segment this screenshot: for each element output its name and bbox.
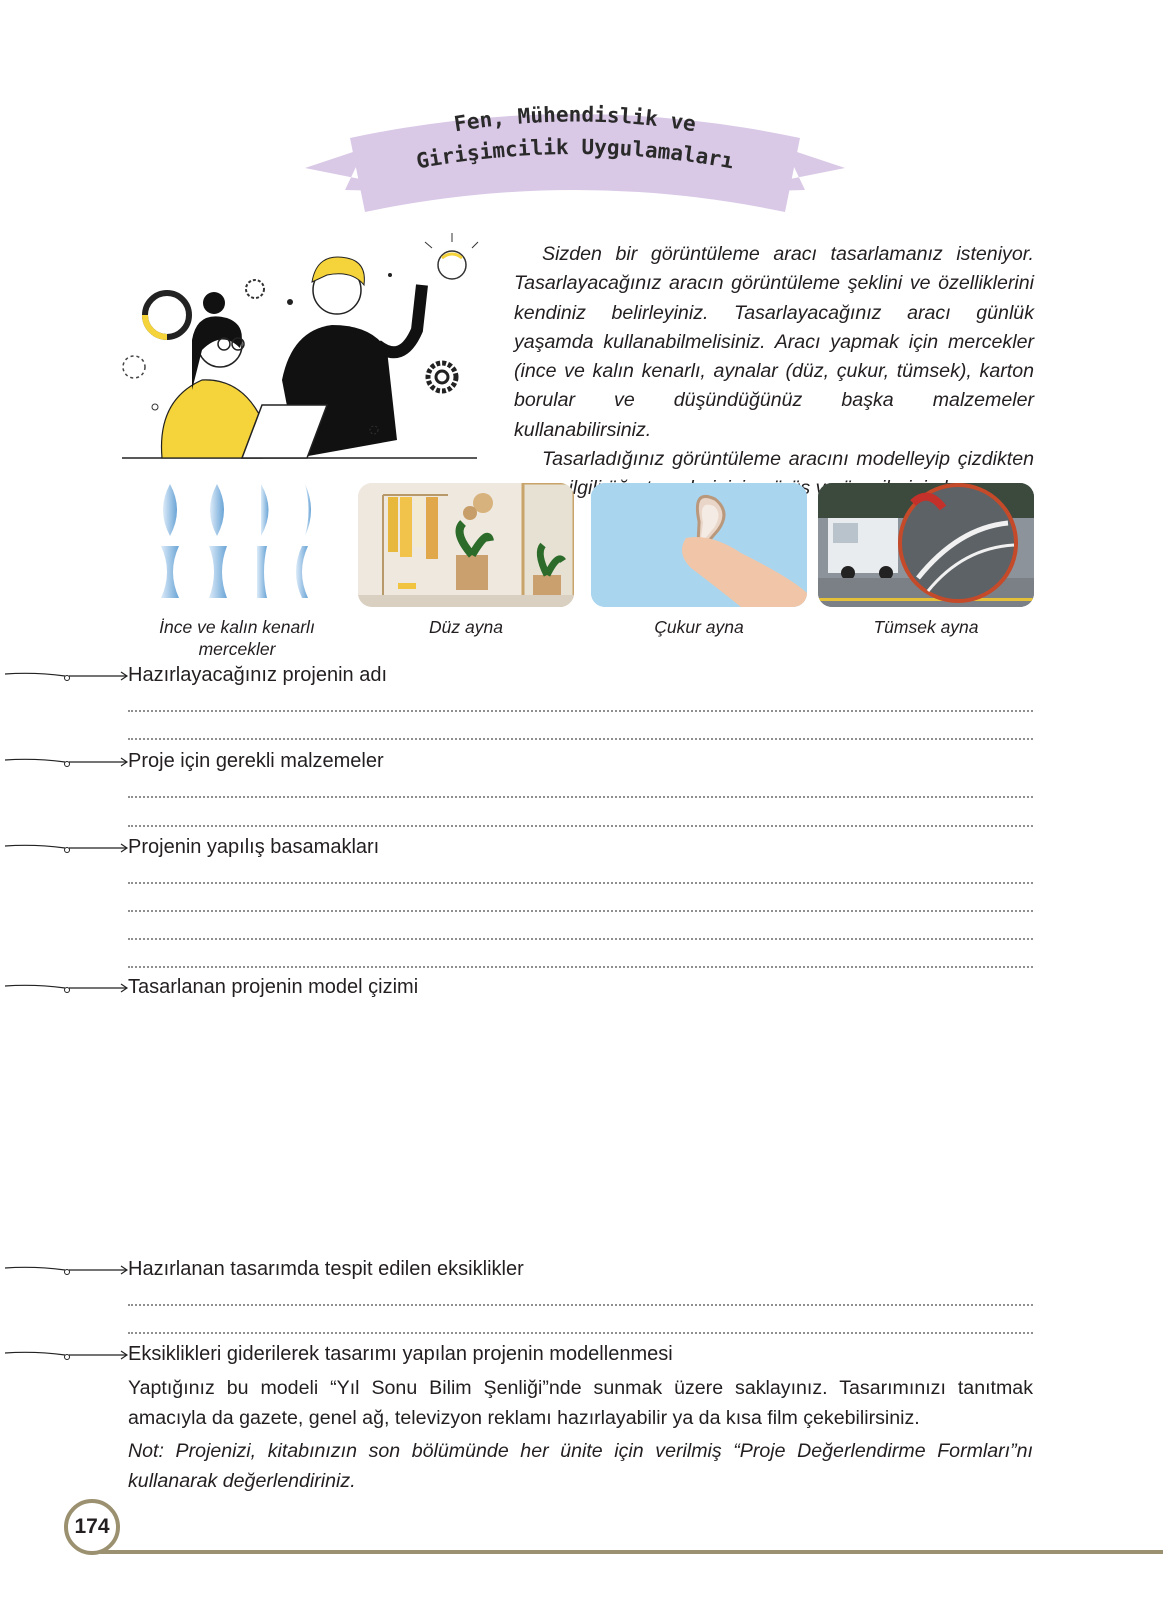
flat-mirror-photo xyxy=(358,483,574,607)
answer-line[interactable] xyxy=(128,825,1033,827)
answer-line[interactable] xyxy=(128,1332,1033,1334)
section-title: Hazırlayacağınız projenin adı xyxy=(128,664,388,686)
page-number: 174 xyxy=(64,1499,120,1555)
banner-line-2: Girişimcilik Uygulamaları xyxy=(414,135,736,174)
meniscus-lens xyxy=(296,546,308,598)
section-title: Projenin yapılış basamakları xyxy=(128,836,380,858)
answer-line[interactable] xyxy=(128,938,1033,940)
section-steps xyxy=(0,836,1100,862)
answer-line[interactable] xyxy=(128,910,1033,912)
footer-line xyxy=(100,1550,1163,1554)
section-project-name xyxy=(0,664,1100,690)
answer-line[interactable] xyxy=(128,1304,1033,1306)
section-final-model xyxy=(0,1343,1100,1369)
plano-concave-lens xyxy=(257,546,267,598)
caption-lenses: İnce ve kalın kenarlı mercekler xyxy=(159,617,315,659)
lenses-diagram xyxy=(150,480,330,605)
caption-concave-mirror: Çukur ayna xyxy=(654,617,744,637)
section-deficiencies xyxy=(0,1258,1100,1284)
gear-icon xyxy=(246,280,264,298)
convex-lens xyxy=(210,484,224,536)
answer-line[interactable] xyxy=(128,710,1033,712)
meniscus-lens xyxy=(305,484,311,536)
arrow-icon xyxy=(5,1264,130,1278)
answer-line[interactable] xyxy=(128,882,1033,884)
concave-lens xyxy=(209,546,227,598)
banner-title xyxy=(305,100,845,230)
section-materials xyxy=(0,750,1100,776)
section-model-drawing xyxy=(0,976,1100,1002)
intro-paragraph-2: Tasarladığınız görüntüleme aracını modelleyip çizdikten ilgili xyxy=(542,448,1034,500)
title-banner xyxy=(305,100,845,230)
caption-flat-mirror: Düz ayna xyxy=(429,617,503,637)
section-title: Hazırlanan tasarımda tespit edilen eksiklikler xyxy=(128,1258,524,1280)
arrow-icon xyxy=(5,842,130,856)
svg-text:Girişimcilik Uygulamaları xyxy=(414,135,735,173)
caption-convex-mirror: Tümsek ayna xyxy=(873,617,979,637)
convex-lens xyxy=(163,484,177,536)
intro-text xyxy=(514,240,1034,504)
arrow-icon xyxy=(5,670,130,684)
plano-convex-lens xyxy=(261,484,269,536)
intro-paragraph-1: Sizden bir görüntüleme aracı tasarlamanız isteniyor. Tasarlayacağınız aracın görüntüleme şeklini ve özelliklerini kendiniz belirleyiniz. Tasarlayacağınız aracı günlük yaşamda kullanabilmelisiniz. Aracı yapmak için mercekler (ince ve kalın kenarlı, aynalar (düz, çukur, tümsek), karton borular ve düşündüğünüz başka malzemeler kullanabilirsiniz. xyxy=(514,243,1034,441)
concave-mirror-photo xyxy=(591,483,807,607)
drawing-area[interactable] xyxy=(128,1010,1033,1250)
concave-lens xyxy=(161,546,179,598)
banner-line-1: Fen, Mühendislik ve xyxy=(452,102,698,137)
closing-paragraph: Yaptığınız bu modeli “Yıl Sonu Bilim Şenliği”nde sunmak üzere saklayınız. Tasarımınızı tanıtmak amacıyla da gazete, genel ağ, televizyon reklamı hazırlayabilir ya da kısa film çekebilirsiniz. xyxy=(128,1377,1033,1429)
convex-mirror-photo xyxy=(818,483,1034,607)
closing-text-block xyxy=(128,1374,1033,1496)
section-title: Proje için gerekli malzemeler xyxy=(128,750,384,772)
answer-line[interactable] xyxy=(128,738,1033,740)
section-title: Eksiklikleri giderilerek tasarımı yapılan projenin modellenmesi xyxy=(128,1343,673,1365)
section-title: Tasarlanan projenin model çizimi xyxy=(128,976,419,998)
people-illustration xyxy=(122,230,482,470)
arrow-icon xyxy=(5,982,130,996)
answer-line[interactable] xyxy=(128,796,1033,798)
svg-text:Fen, Mühendislik ve xyxy=(452,103,697,137)
answer-line[interactable] xyxy=(128,966,1033,968)
closing-note: Not: Projenizi, kitabınızın son bölümünde her ünite için verilmiş “Proje Değerlendirme Formları”nı kullanarak değerlendiriniz. xyxy=(128,1440,1033,1492)
arrow-icon xyxy=(5,1349,130,1363)
arrow-icon xyxy=(5,756,130,770)
